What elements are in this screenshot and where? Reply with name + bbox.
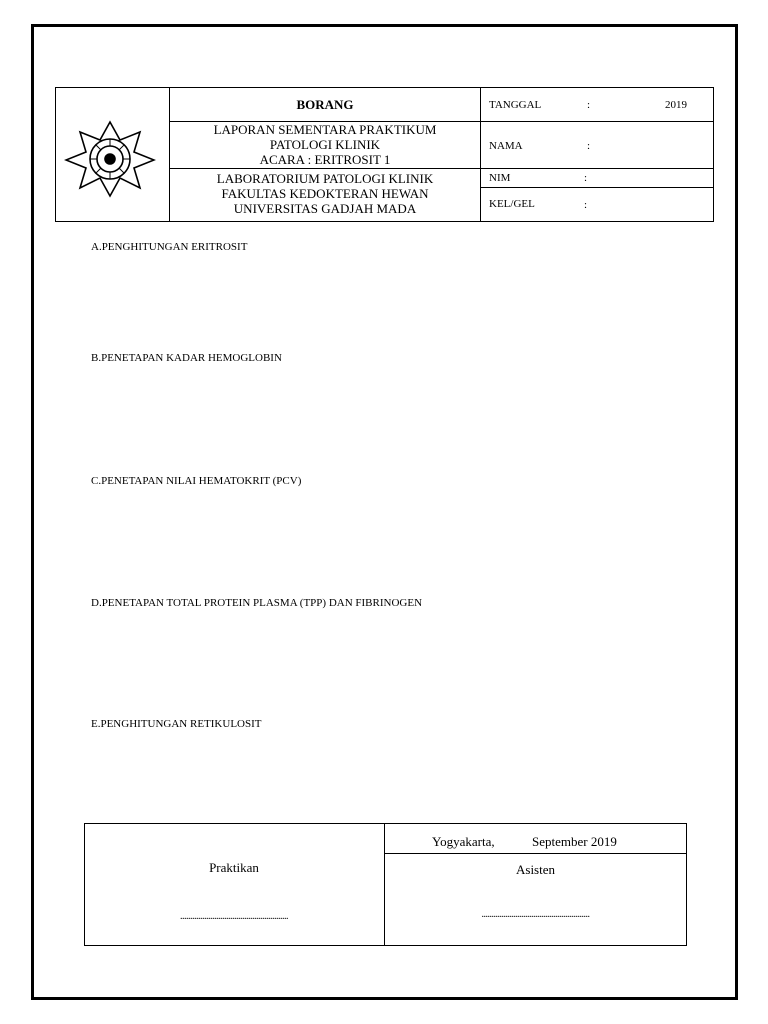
report-line-2: PATOLOGI KLINIK [269, 137, 381, 152]
field-nama-label: NAMA [489, 140, 523, 152]
report-line-1: LAPORAN SEMENTARA PRAKTIKUM [213, 122, 437, 137]
report-title-block [170, 122, 480, 167]
section-a-heading: A.PENGHITUNGAN ERITROSIT [91, 241, 248, 253]
field-tanggal-label: TANGGAL [489, 99, 542, 111]
field-nim-label: NIM [489, 172, 511, 184]
university-seal-logo [64, 118, 156, 198]
institution-block [170, 171, 480, 216]
field-kelgel-sep: : [584, 199, 588, 211]
section-d-heading: D.PENETAPAN TOTAL PROTEIN PLASMA (TPP) DAN FIBRINOGEN [91, 597, 423, 609]
praktikan-label: Praktikan [209, 860, 259, 875]
asisten-label: Asisten [516, 862, 555, 877]
praktikan-signature-line[interactable]: ...................................................... [180, 911, 288, 922]
signature-place: Yogyakarta, [432, 834, 495, 849]
form-title: BORANG [296, 97, 354, 112]
report-line-3: ACARA : ERITROSIT 1 [259, 152, 391, 167]
section-b-heading: B.PENETAPAN KADAR HEMOGLOBIN [91, 352, 282, 364]
section-e-heading: E.PENGHITUNGAN RETIKULOSIT [91, 718, 262, 730]
signature-date: September 2019 [532, 834, 617, 849]
asisten-signature-line[interactable]: ...................................................... [481, 909, 590, 920]
field-nim-sep: : [584, 172, 588, 184]
section-c-heading: C.PENETAPAN NILAI HEMATOKRIT (PCV) [91, 475, 302, 487]
field-tanggal-sep: : [587, 99, 591, 111]
field-tanggal-value[interactable]: 2019 [665, 99, 687, 111]
institution-line-3: UNIVERSITAS GADJAH MADA [233, 201, 417, 216]
field-nama-sep: : [587, 140, 591, 152]
field-kelgel-label: KEL/GEL [489, 198, 535, 210]
institution-line-1: LABORATORIUM PATOLOGI KLINIK [216, 171, 434, 186]
institution-line-2: FAKULTAS KEDOKTERAN HEWAN [221, 186, 429, 201]
